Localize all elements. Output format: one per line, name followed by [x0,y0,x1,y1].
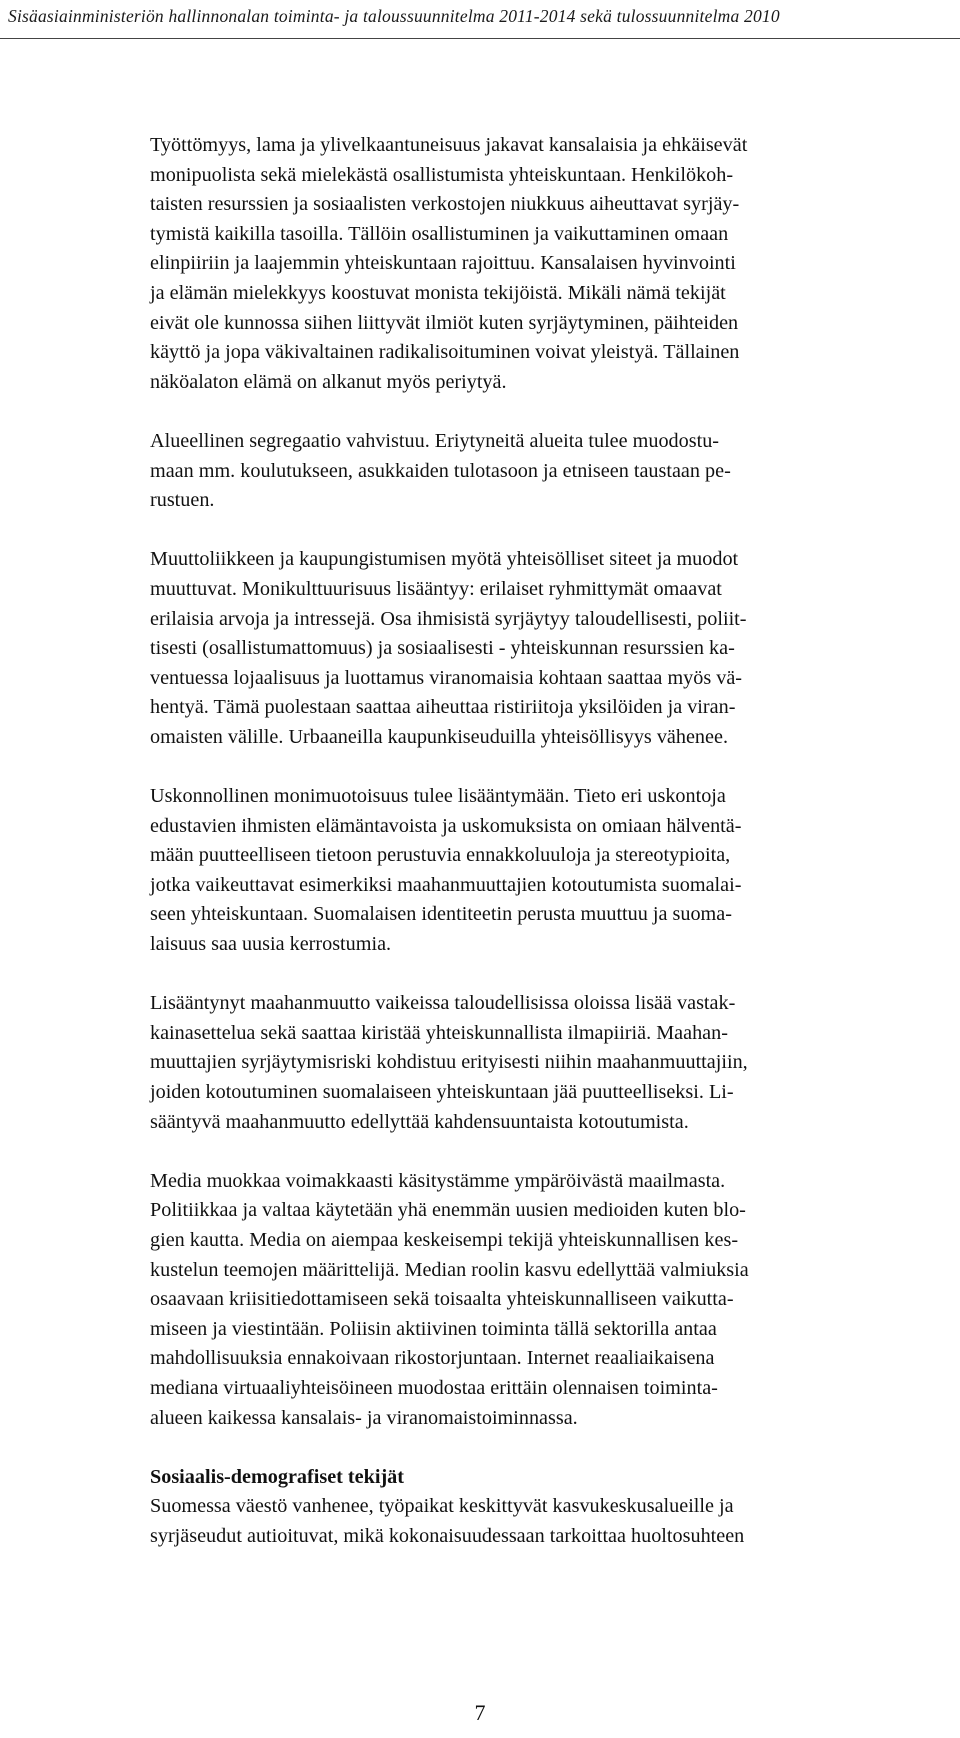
paragraph-migration [150,545,936,752]
text-line: Alueellinen segregaatio vahvistuu. Eriytyneitä alueita tulee muodostu- [150,429,720,452]
text-line: Työttömyys, lama ja ylivelkaantuneisuus jakavat kansalaisia ja ehkäisevät [150,134,748,156]
text-line: osaavaan kriisitiedottamiseen sekä toisaalta yhteiskunnalliseen vaikutta- [150,1288,734,1311]
document-body [150,131,936,1552]
text-line: maan mm. koulutukseen, asukkaiden tulotasoon ja etniseen taustaan pe- [150,459,731,482]
text-line: Muuttoliikkeen ja kaupungistumisen myötä yhteisölliset siteet ja muodot [150,548,739,571]
text-line: tisesti (osallistumattomuus) ja sosiaalisesti - yhteiskunnan resurssien ka- [150,637,735,660]
section-heading: Sosiaalis-demografiset tekijät [150,1465,404,1488]
paragraph-media [150,1167,936,1433]
text-line: Uskonnollinen monimuotoisuus tulee lisääntymään. Tieto eri uskontoja [150,785,726,808]
text-line: ja elämän mielekkyys koostuvat monista tekijöistä. Mikäli nämä tekijät [150,281,726,304]
running-header: Sisäasiainministeriön hallinnonalan toiminta- ja taloussuunnitelma 2011-2014 sekä tulossuunnitelma 2010 [8,6,780,26]
text-line: kainasettelua sekä saattaa kiristää yhteiskunnallista ilmapiiriä. Maahan- [150,1021,728,1044]
text-line: omaisten välille. Urbaaneilla kaupunkiseuduilla yhteisöllisyys vähenee. [150,725,728,748]
text-line: monipuolista sekä mielekästä osallistumista yhteiskuntaan. Henkilökoh- [150,163,734,186]
text-line: kustelun teemojen määrittelijä. Median roolin kasvu edellyttää valmiuksia [150,1258,749,1281]
text-line: alueen kaikessa kansalais- ja viranomaistoiminnassa. [150,1406,578,1429]
text-line: näköalaton elämä on alkanut myös periytyä. [150,370,507,393]
text-line: Politiikkaa ja valtaa käytetään yhä enemmän uusien medioiden kuten blo- [150,1199,746,1222]
header-divider [0,38,960,39]
text-line: syrjäseudut autioituvat, mikä kokonaisuudessaan tarkoittaa huoltosuhteen [150,1524,745,1547]
text-line: käyttö ja jopa väkivaltainen radikalisoituminen voivat yleistyä. Tällainen [150,341,740,364]
text-line: muuttuvat. Monikulttuurisuus lisääntyy: erilaiset ryhmittymät omaavat [150,577,722,600]
text-line: Media muokkaa voimakkaasti käsitystämme ympäröivästä maailmasta. [150,1169,726,1192]
text-line: miseen ja viestintään. Poliisin aktiivinen toiminta tällä sektorilla antaa [150,1317,717,1340]
text-line: Lisääntynyt maahanmuutto vaikeissa taloudellisissa oloissa lisää vastak- [150,992,736,1015]
text-line: mahdollisuuksia ennakoivaan rikostorjuntaan. Internet reaaliaikaisena [150,1347,715,1370]
page-number: 7 [474,1700,486,1725]
text-line: sääntyvä maahanmuutto edellyttää kahdensuuntaista kotoutumista. [150,1110,689,1133]
text-line: tymistä kaikilla tasoilla. Tällöin osallistuminen ja vaikuttaminen omaan [150,222,729,245]
text-line: taisten resurssien ja sosiaalisten verkostojen niukkuus aiheuttavat syrjäy- [150,193,740,216]
text-line: eivät ole kunnossa siihen liittyvät ilmiöt kuten syrjäytyminen, päihteiden [150,311,739,334]
text-line: hentyä. Tämä puolestaan saattaa aiheuttaa ristiriitoja yksilöiden ja viran- [150,696,736,719]
text-line: laisuus saa uusia kerrostumia. [150,933,392,956]
text-line: jotka vaikeuttavat esimerkiksi maahanmuuttajien kotoutumista suomalai- [150,873,742,896]
section-sociodemographic [150,1463,936,1552]
text-line: joiden kotoutuminen suomalaiseen yhteiskuntaan jää puutteelliseksi. Li- [150,1081,734,1103]
text-line: gien kautta. Media on aiempaa keskeisempi tekijä yhteiskunnallisen kes- [150,1228,739,1251]
text-line: muuttajien syrjäytymisriski kohdistuu erityisesti niihin maahanmuuttajiin, [150,1051,748,1074]
text-line: erilaisia arvoja ja intressejä. Osa ihmisistä syrjäytyy taloudellisesti, poliit- [150,607,747,630]
paragraph-immigration [150,989,936,1137]
text-line: rustuen. [150,489,215,512]
paragraph-religion [150,782,936,960]
text-line: seen yhteiskuntaan. Suomalaisen identiteetin perusta muuttuu ja suoma- [150,903,732,926]
text-line: edustavien ihmisten elämäntavoista ja uskomuksista on omiaan hälventä- [150,814,742,837]
text-line: ventuessa lojaalisuus ja luottamus viranomaisia kohtaan saattaa myös vä- [150,666,743,689]
text-line: mään puutteelliseen tietoon perustuvia ennakkoluuloja ja stereotypioita, [150,844,731,867]
paragraph-segregation [150,427,936,516]
text-line: Suomessa väestö vanhenee, työpaikat keskittyvät kasvukeskusalueille ja [150,1495,734,1518]
paragraph-unemployment [150,131,936,397]
text-line: mediana virtuaaliyhteisöineen muodostaa erittäin olennaisen toiminta- [150,1376,718,1399]
text-line: elinpiiriin ja laajemmin yhteiskuntaan rajoittuu. Kansalaisen hyvinvointi [150,252,736,275]
